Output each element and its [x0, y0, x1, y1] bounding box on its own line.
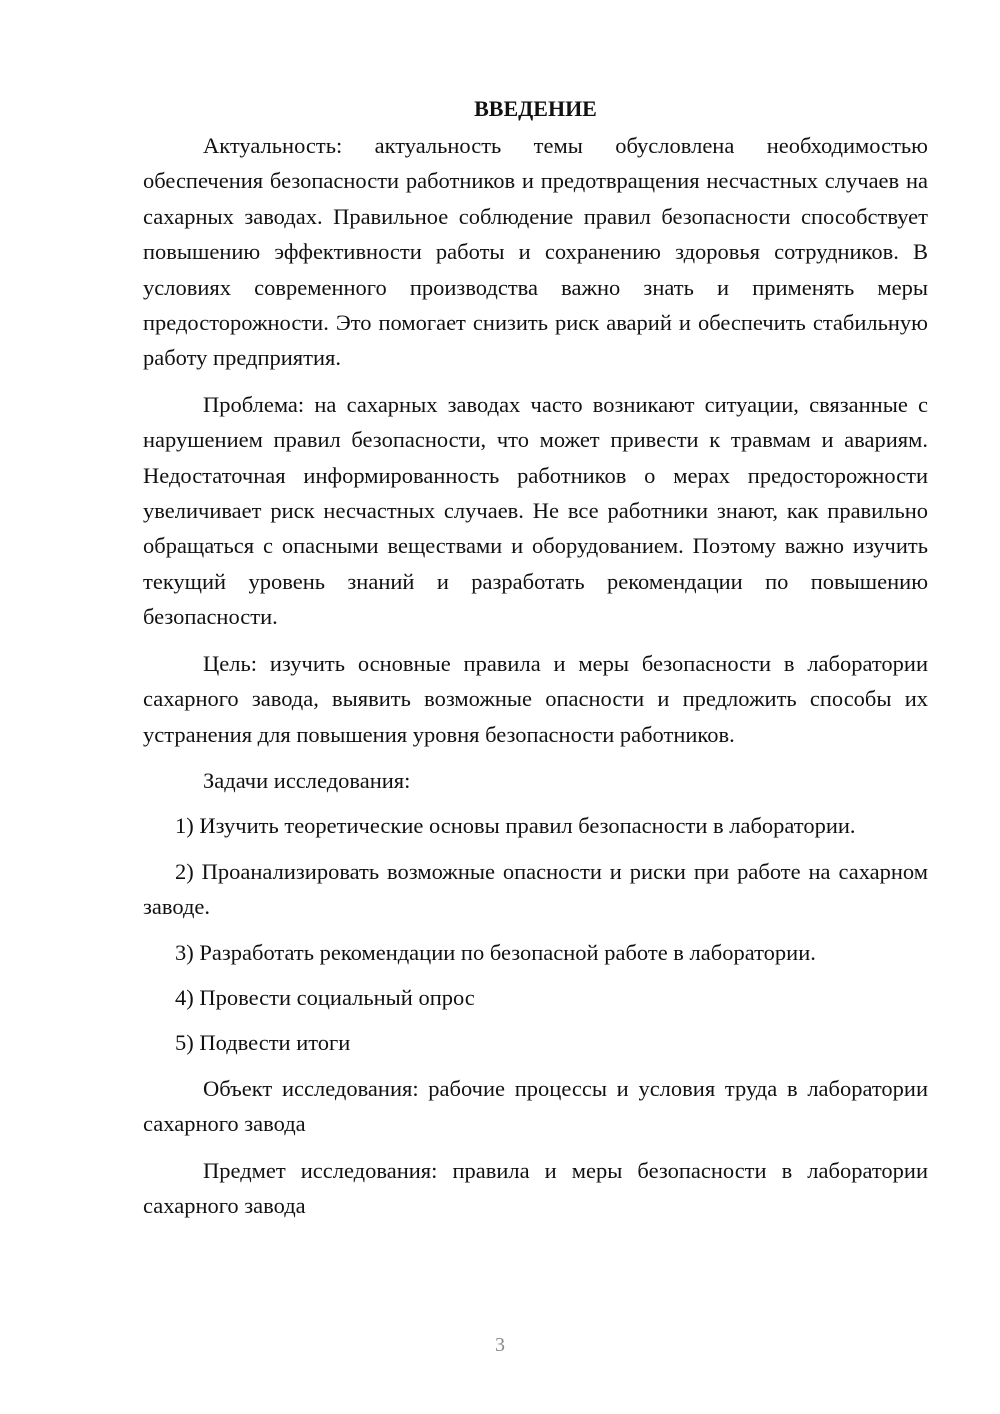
page-content [143, 92, 928, 1234]
object-paragraph: Объект исследования: рабочие процессы и условия труда в лаборатории сахарного завода [143, 1075, 928, 1137]
task-item: 4) Провести социальный опрос [175, 984, 475, 1010]
goal-paragraph: Цель: изучить основные правила и меры безопасности в лаборатории сахарного завода, выявить возможные опасности и предложить способы их устранения для повышения уровня безопасности работников. [143, 650, 928, 747]
tasks-title: Задачи исследования: [203, 767, 411, 793]
problem-paragraph: Проблема: на сахарных заводах часто возникают ситуации, связанные с нарушением правил безопасности, что может привести к травмам и авариям. Недостаточная информированность работников о мерах предосторожности увеличивает риск несчастных случаев. Не все работники знают, как правильно обращаться с опасными веществами и оборудованием. Поэтому важно изучить текущий уровень знаний и разработать рекомендации по повышению безопасности. [143, 391, 928, 630]
section-heading: ВВЕДЕНИЕ [474, 96, 597, 121]
task-item: 5) Подвести итоги [175, 1030, 351, 1056]
subject-paragraph: Предмет исследования: правила и меры безопасности в лаборатории сахарного завода [143, 1157, 928, 1218]
relevance-paragraph: Актуальность: актуальность темы обусловлена необходимостью обеспечения безопасности работников и предотвращения несчастных случаев на сахарных заводах. Правильное соблюдение правил безопасности способствует повышению эффективности работы и сохранению здоровья сотрудников. В условиях современного производства важно знать и применять меры предосторожности. Это помогает снизить риск аварий и обеспечить стабильную работу предприятия. [143, 133, 928, 371]
task-item: 2) Проанализировать возможные опасности и риски при работе на сахарном заводе. [143, 858, 928, 920]
task-item: 3) Разработать рекомендации по безопасной работе в лаборатории. [175, 939, 816, 965]
task-item: 1) Изучить теоретические основы правил безопасности в лаборатории. [175, 813, 856, 839]
page-number: 3 [495, 1334, 505, 1356]
